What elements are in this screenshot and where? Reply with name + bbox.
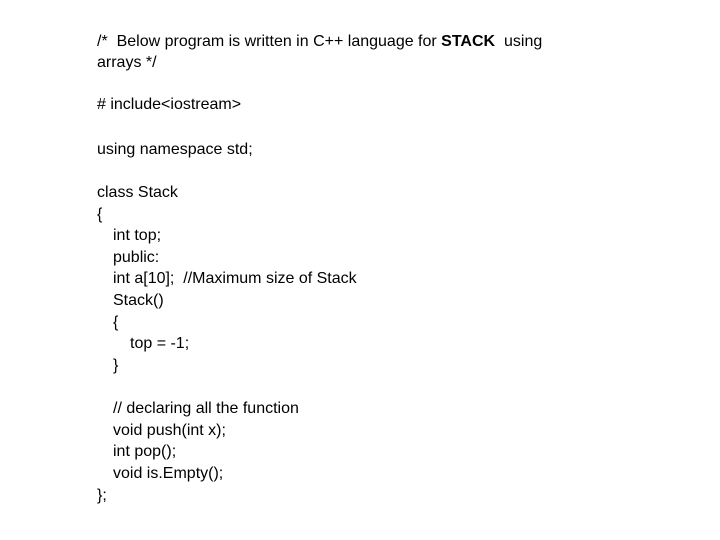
comment-line-2: arrays */	[97, 54, 157, 71]
comment-line-1	[97, 32, 542, 52]
constructor-line: Stack()	[113, 292, 164, 309]
namespace-line: using namespace std;	[97, 141, 253, 158]
constructor-close-brace: }	[113, 357, 119, 374]
isempty-declaration-line: void is.Empty();	[113, 465, 224, 482]
comment-text-stack: STACK	[441, 33, 496, 50]
class-open-brace: {	[97, 206, 103, 223]
member-top-line: int top;	[113, 227, 162, 244]
function-comment-line: // declaring all the function	[113, 400, 299, 417]
class-close-brace: };	[97, 487, 107, 504]
top-init-line: top = -1;	[130, 335, 190, 352]
array-declaration-line: int a[10]; //Maximum size of Stack	[113, 270, 357, 287]
include-line: # include<iostream>	[97, 96, 242, 113]
push-declaration-line: void push(int x);	[113, 422, 226, 439]
class-declaration-line: class Stack	[97, 184, 178, 201]
comment-text-suffix: using	[495, 33, 543, 50]
public-label-line: public:	[113, 249, 160, 266]
pop-declaration-line: int pop();	[113, 443, 177, 460]
comment-text-prefix: /* Below program is written in C++ language for	[97, 33, 442, 50]
constructor-open-brace: {	[113, 314, 119, 331]
